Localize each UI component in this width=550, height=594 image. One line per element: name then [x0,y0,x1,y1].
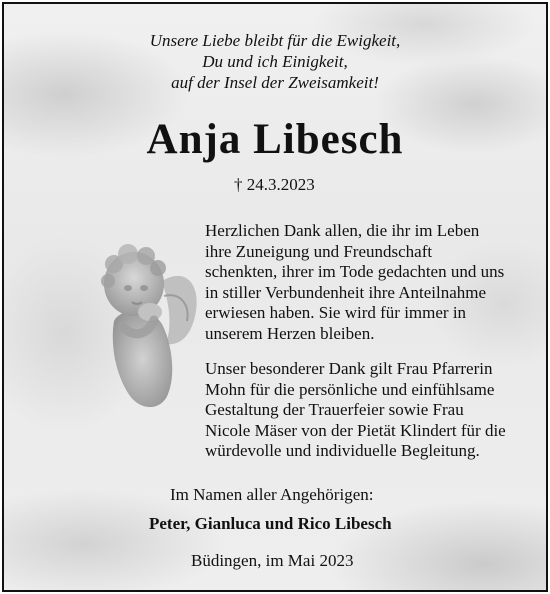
text-line: Gestaltung der Trauerfeier sowie Frau [205,400,464,419]
text-line: erwiesen haben. Sie wird für immer in [205,303,467,322]
death-date: † 24.3.2023 [234,175,315,194]
place-date: Büdingen, im Mai 2023 [191,551,354,570]
text-line: Mohn für die persönliche und einfühlsame [205,379,495,399]
text-line: würdevolle und individuelle Begleitung. [205,441,480,460]
text-line: schenkten, ihrer im Tode gedachten und uns [205,262,505,281]
text-line: ihre Zuneigung und Freundschaft [205,241,433,261]
poem-line: Unsere Liebe bleibt für die Ewigkeit, [149,31,401,50]
text-line: Nicole Mäser von der Pietät Klindert für die [205,420,506,440]
poem [4,30,546,93]
thanks-paragraph-2 [205,359,540,462]
text-line: unserem Herzen bleiben. [205,323,375,343]
poem-line: auf der Insel der Zweisamkeit! [171,73,379,92]
text-line: Unser besonderer Dank gilt Frau Pfarrerin [205,359,493,378]
angel-figure-icon [92,226,202,416]
obituary-notice [2,2,548,592]
text-line: Herzlichen Dank allen, die ihr im Leben [205,221,480,240]
poem-line: Du und ich Einigkeit, [202,52,348,71]
thanks-paragraph-1 [205,221,540,344]
deceased-name: Anja Libesch [146,116,404,163]
mourner-names: Peter, Gianluca und Rico Libesch [149,514,392,533]
text-line: in stiller Verbundenheit ihre Anteilnahme [205,282,487,302]
closing-line: Im Namen aller Angehörigen: [170,485,374,504]
